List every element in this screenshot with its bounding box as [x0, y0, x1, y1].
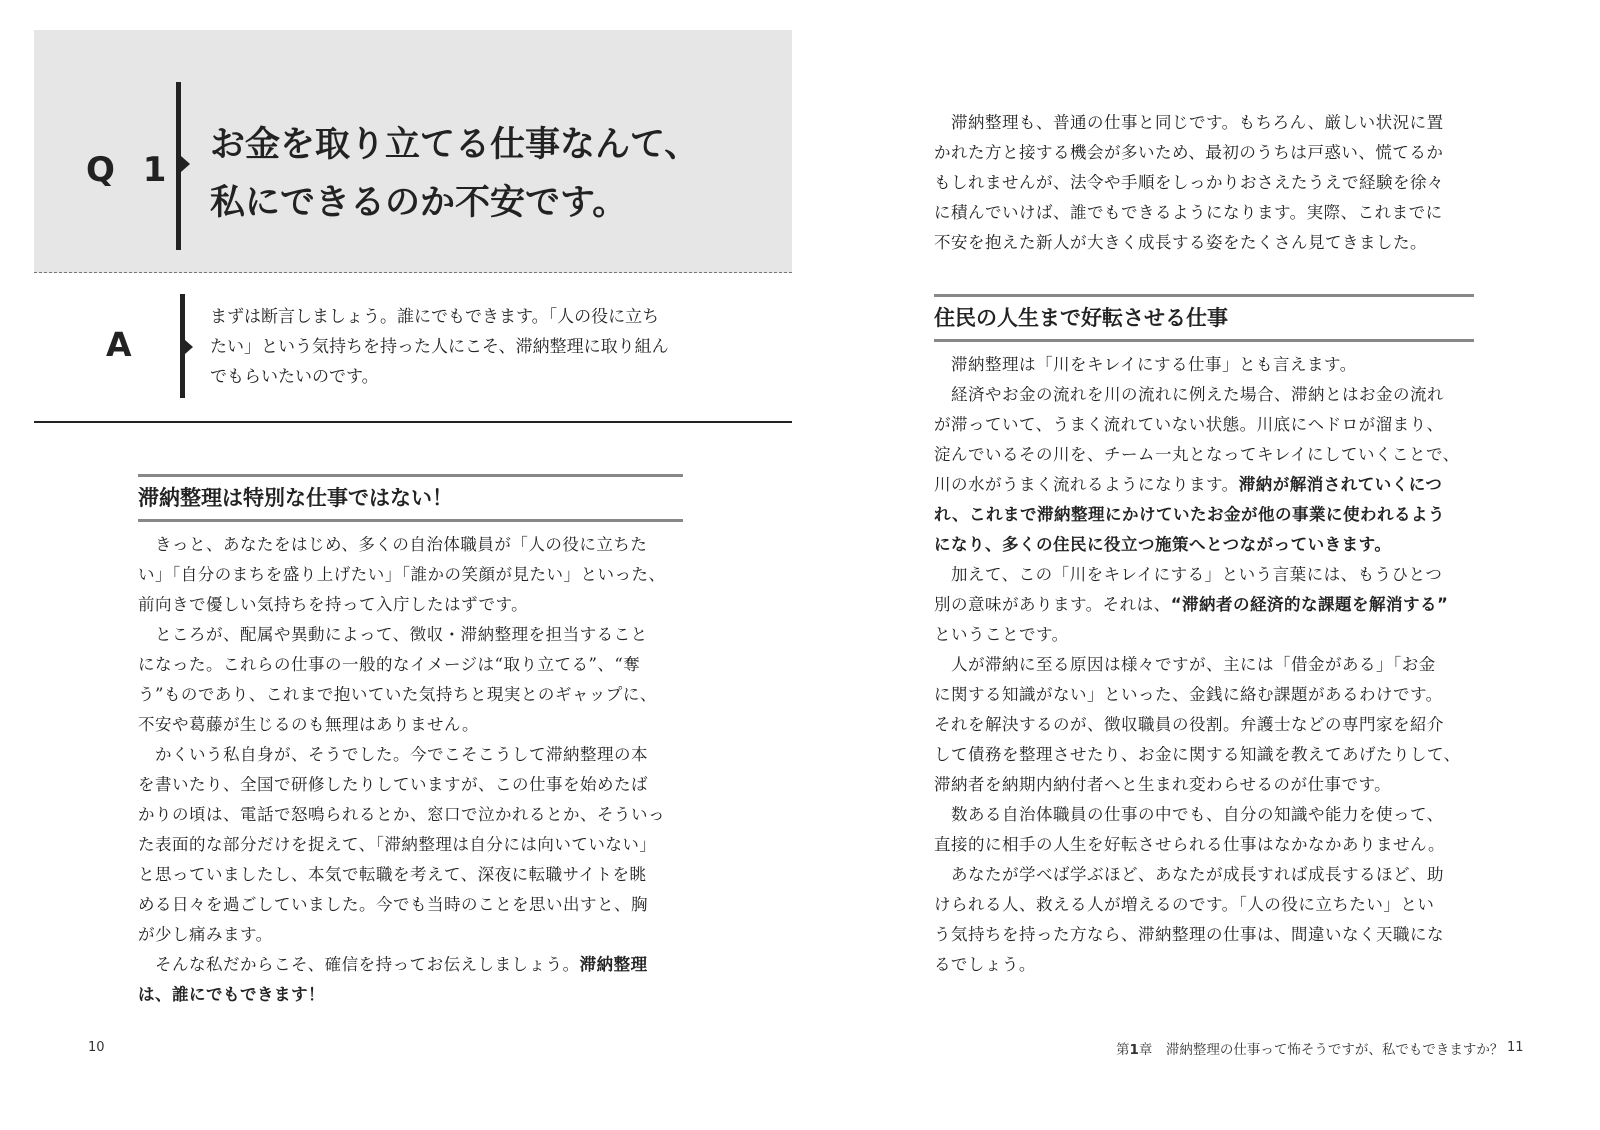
chapter-title: 章 滞納整理の仕事って怖そうですが、私でもできますか？: [1138, 1042, 1504, 1058]
body-line: 加えて、この「川をキレイにする」という言葉には、もうひとつ: [934, 565, 1443, 584]
body-line: ところが、配属や異動によって、徴収・滞納整理を担当すること: [138, 625, 648, 644]
body-line: [934, 590, 1474, 620]
body-line: を書いたり、全国で研修したりしていますが、この仕事を始めたば: [138, 775, 648, 794]
body-line: かくいう私自身が、そうでした。今でこそこうして滞納整理の本: [138, 745, 648, 764]
page-number-right: 11: [1507, 1040, 1524, 1055]
chapter-number: 1: [1129, 1042, 1139, 1058]
running-head: [1116, 1038, 1503, 1058]
body-line: もしれませんが、法令や手順をしっかりおさえたうえで経験を徐々: [934, 173, 1444, 192]
question-line: 私にできるのか不安です。: [210, 183, 628, 223]
body-line: める日々を過ごしていました。今でも当時のことを思い出すと、胸: [138, 895, 648, 914]
body-line: 不安や葛藤が生じるのも無理はありません。: [138, 715, 479, 734]
body-line: た表面的な部分だけを捉えて、「滞納整理は自分には向いていない」: [138, 835, 657, 854]
answer-line: でもらいたいのです。: [210, 367, 379, 387]
body-line: が少し痛みます。: [138, 925, 273, 944]
question-label: Q 1: [86, 150, 175, 190]
body-line: う気持ちを持った方なら、滞納整理の仕事は、間違いなく天職にな: [934, 925, 1444, 944]
left-section-heading: 滞納整理は特別な仕事ではない！: [138, 474, 683, 522]
body-line: 数ある自治体職員の仕事の中でも、自分の知識や能力を使って、: [934, 805, 1444, 824]
body-line: が滞っていて、うまく流れていない状態。川底にヘドロが溜まり、: [934, 415, 1444, 434]
answer-bottom-rule: [34, 421, 792, 423]
body-line-plain: そんな私だからこそ、確信を持ってお伝えしましょう。: [138, 955, 580, 974]
body-line: かれた方と接する機会が多いため、最初のうちは戸惑い、慌てるか: [934, 143, 1444, 162]
answer-pointer-icon: [185, 340, 193, 354]
body-line-emphasis: になり、多くの住民に役立つ施策へとつながっていきます。: [934, 535, 1392, 554]
body-line: と思っていましたし、本気で転職を考えて、深夜に転職サイトを眺: [138, 865, 647, 884]
body-line: 淀んでいるその川を、チーム一丸となってキレイにしていくことで、: [934, 445, 1460, 464]
body-line: るでしょう。: [934, 955, 1036, 974]
body-line: [934, 470, 1474, 500]
answer-line: たい」という気持ちを持った人にこそ、滞納整理に取り組ん: [210, 337, 669, 357]
left-body-text: [138, 530, 683, 1010]
question-text: [210, 116, 770, 232]
body-line: になった。これらの仕事の一般的なイメージは“取り立てる”、“奪: [138, 655, 641, 674]
body-line: [934, 530, 1474, 560]
answer-text: [210, 302, 680, 392]
body-line: い」「自分のまちを盛り上げたい」「誰かの笑顔が見たい」といった、: [138, 565, 666, 584]
body-line: ということです。: [934, 625, 1069, 644]
body-line: に積んでいけば、誰でもできるようになります。実際、これまでに: [934, 203, 1443, 222]
body-line: [138, 980, 683, 1010]
body-line-plain: 川の水がうまく流れるようになります。: [934, 475, 1239, 494]
body-line: 直接的に相手の人生を好転させられる仕事はなかなかありません。: [934, 835, 1445, 854]
body-line: 滞納者を納期内納付者へと生まれ変わらせるのが仕事です。: [934, 775, 1392, 794]
body-line: それを解決するのが、徴収職員の役割。弁護士などの専門家を紹介: [934, 715, 1444, 734]
body-line: 不安を抱えた新人が大きく成長する姿をたくさん見てきました。: [934, 233, 1427, 252]
body-line-emphasis: 滞納整理: [579, 955, 648, 974]
body-line-emphasis: 滞納が解消されていくにつ: [1238, 475, 1443, 494]
page-number-left: 10: [88, 1040, 105, 1055]
body-line-emphasis: “滞納者の経済的な課題を解消する”: [1170, 595, 1449, 614]
right-section-heading: 住民の人生まで好転させる仕事: [934, 294, 1474, 342]
body-line-emphasis: は、誰にでもできます！: [138, 985, 325, 1004]
body-line: 人が滞納に至る原因は様々ですが、主には「借金がある」「お金: [934, 655, 1436, 674]
answer-line: まずは断言しましょう。誰にでもできます。「人の役に立ち: [210, 307, 660, 327]
answer-label: A: [106, 325, 132, 364]
body-line: 前向きで優しい気持ちを持って入庁したはずです。: [138, 595, 529, 614]
body-line: 滞納整理も、普通の仕事と同じです。もちろん、厳しい状況に置: [934, 113, 1444, 132]
body-line: かりの頃は、電話で怒鳴られるとか、窓口で泣かれるとか、そういっ: [138, 805, 665, 824]
question-box: [34, 30, 792, 273]
body-line: う”ものであり、これまで抱いていた気持ちと現実とのギャップに、: [138, 685, 657, 704]
body-line: に関する知識がない」といった、金銭に絡む課題があるわけです。: [934, 685, 1443, 704]
body-line: して債務を整理させたり、お金に関する知識を教えてあげたりして、: [934, 745, 1461, 764]
right-top-body-text: [934, 108, 1474, 258]
body-line: [138, 950, 683, 980]
body-line: 経済やお金の流れを川の流れに例えた場合、滞納とはお金の流れ: [934, 385, 1444, 404]
body-line-emphasis: れ、これまで滞納整理にかけていたお金が他の事業に使われるよう: [934, 505, 1445, 524]
body-line: [934, 500, 1474, 530]
question-line: お金を取り立てる仕事なんて、: [210, 125, 700, 165]
body-line: あなたが学べば学ぶほど、あなたが成長すれば成長するほど、助: [934, 865, 1444, 884]
right-body-text: [934, 350, 1474, 980]
body-line: 滞納整理は「川をキレイにする仕事」とも言えます。: [934, 355, 1357, 374]
body-line: けられる人、救える人が増えるのです。「人の役に立ちたい」とい: [934, 895, 1435, 914]
body-line: きっと、あなたをはじめ、多くの自治体職員が「人の役に立ちた: [138, 535, 648, 554]
chapter-prefix: 第: [1116, 1042, 1130, 1058]
question-pointer-icon: [181, 156, 190, 172]
body-line-plain: 別の意味があります。それは、: [934, 595, 1171, 614]
